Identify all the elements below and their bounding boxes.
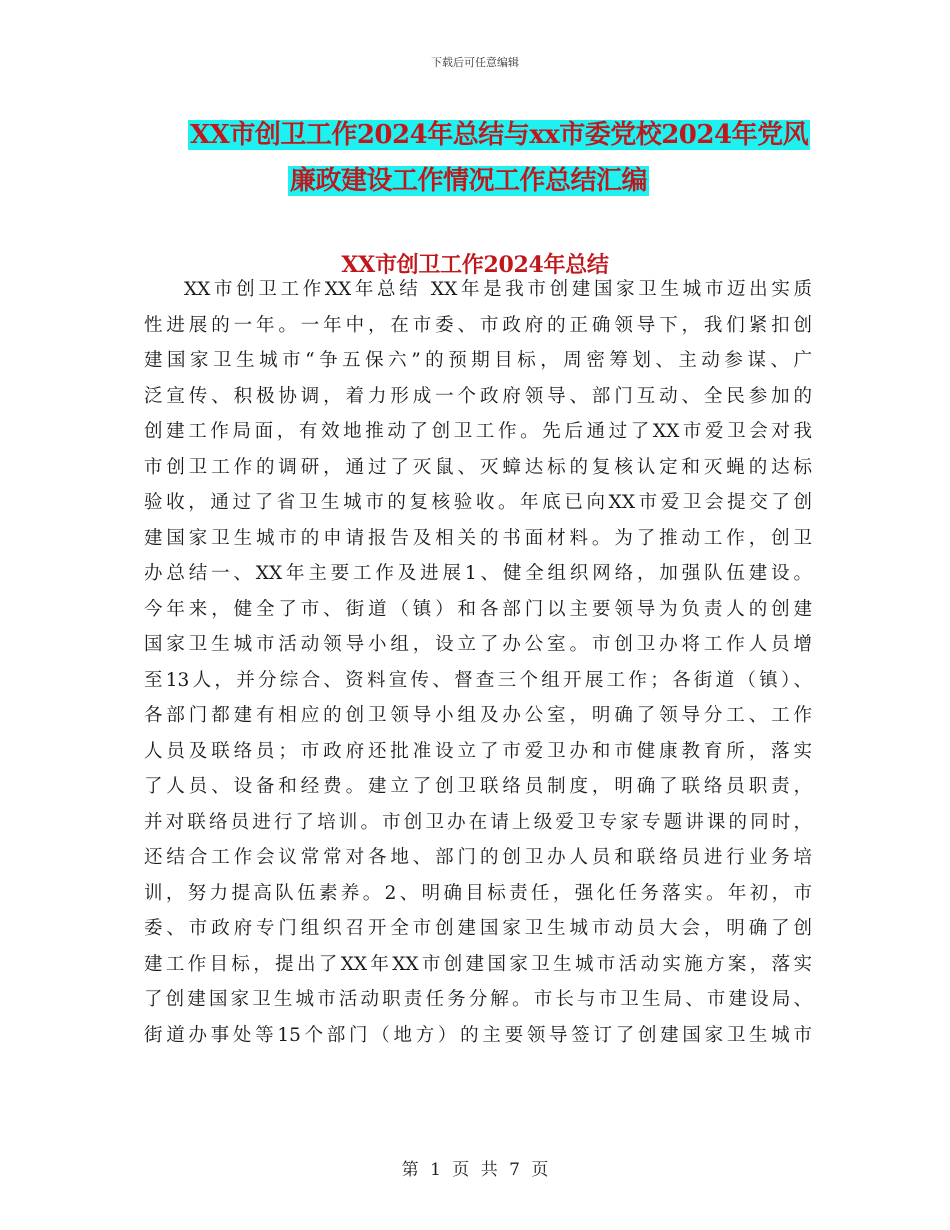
body-line: 建工作目标，提出了XX年XX市创建国家卫生城市活动实施方案，落实 [144,953,812,975]
body-line: 各部门都建有相应的创卫领导小组及办公室，明确了领导分工、工作 [144,705,812,726]
document-title-line-2 [142,158,822,204]
body-line: 国家卫生城市活动领导小组，设立了办公室。市创卫办将工作人员增 [144,634,812,655]
body-line: 建国家卫生城市的申请报告及相关的书面材料。为了推动工作，创卫 [144,527,812,549]
body-paragraph [144,272,812,1053]
body-line: 至13人，并分综合、资料宣传、督查三个组开展工作；各街道（镇）、 [144,669,812,691]
page-header-note: 下载后可任意编辑 [431,56,519,69]
body-line: 街道办事处等15个部门（地方）的主要领导签订了创建国家卫生城市 [144,1024,812,1046]
body-line: 办总结一、XX年主要工作及进展1、健全组织网络，加强队伍建设。 [144,563,812,584]
body-line: 并对联络员进行了培训。市创卫办在请上级爱卫专家专题讲课的同时， [144,811,812,833]
body-line: 创建工作局面，有效地推动了创卫工作。先后通过了XX市爱卫会对我 [144,421,812,442]
title-line-2-text: 廉政建设工作情况工作总结汇编 [290,166,648,196]
title-line-1-text: XX市创卫工作2024年总结与xx市委党校2024年党风 [190,120,809,150]
document-title-line-1 [142,112,822,158]
body-line: 还结合工作会议常常对各地、部门的创卫办人员和联络员进行业务培 [144,847,812,868]
body-line: 了人员、设备和经费。建立了创卫联络员制度，明确了联络员职责， [144,776,812,797]
body-line: 验收，通过了省卫生城市的复核验收。年底已向XX市爱卫会提交了创 [144,492,812,513]
body-line: 泛宣传、积极协调，着力形成一个政府领导、部门互动、全民参加的 [144,385,812,407]
body-line: 人员及联络员；市政府还批准设立了市爱卫办和市健康教育所，落实 [144,740,812,762]
body-line: 委、市政府专门组织召开全市创建国家卫生城市动员大会，明确了创 [144,918,812,939]
body-line: 性进展的一年。一年中，在市委、市政府的正确领导下，我们紧扣创 [144,314,812,336]
body-line: 了创建国家卫生城市活动职责任务分解。市长与市卫生局、市建设局、 [144,989,812,1010]
section-title: XX市创卫工作2024年总结 [341,252,609,278]
document-title [142,112,822,204]
body-line: 今年来，健全了市、街道（镇）和各部门以主要领导为负责人的创建 [144,598,812,620]
body-line: 训，努力提高队伍素养。2、明确目标责任，强化任务落实。年初，市 [144,882,812,904]
page-number-footer: 第 1 页 共 7 页 [401,1160,549,1180]
body-line: 建国家卫生城市“争五保六”的预期目标，周密筹划、主动参谋、广 [144,350,812,371]
body-line: 市创卫工作的调研，通过了灭鼠、灭蟑达标的复核认定和灭蝇的达标 [144,456,812,478]
body-line: XX市创卫工作XX年总结 XX年是我市创建国家卫生城市迈出实质 [184,279,812,300]
